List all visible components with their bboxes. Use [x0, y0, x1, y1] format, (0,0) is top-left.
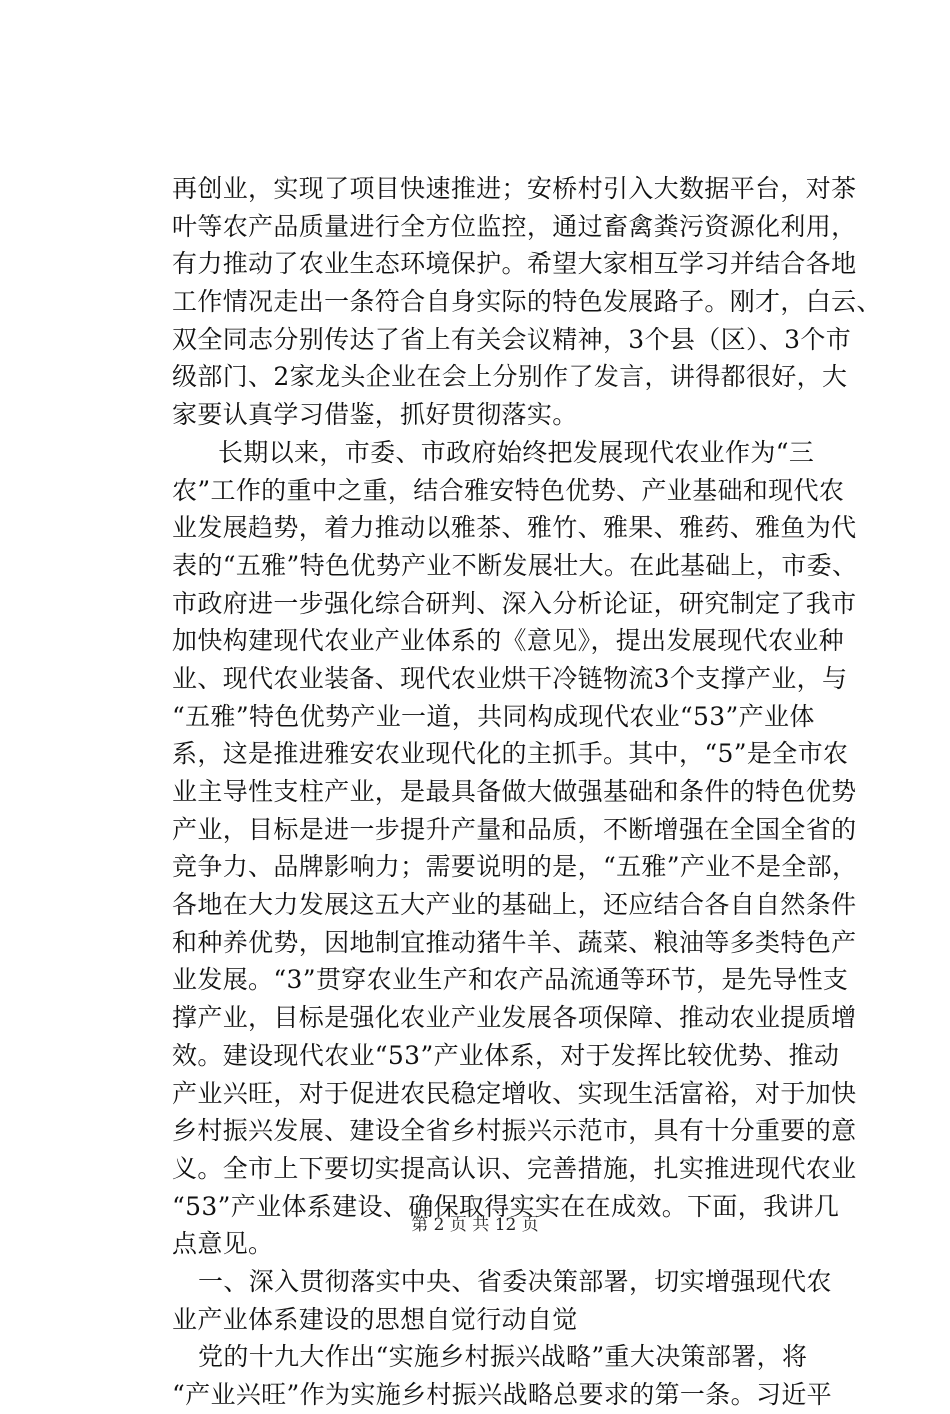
text-line: “五雅”特色优势产业一道，共同构成现代农业“53”产业体 — [172, 701, 815, 731]
text-line: 乡村振兴发展、建设全省乡村振兴示范市，具有十分重要的意 — [172, 1116, 857, 1146]
text-line: 表的“五雅”特色优势产业不断发展壮大。在此基础上，市委、 — [172, 550, 858, 580]
text-line: 家要认真学习借鉴，抓好贯彻落实。 — [172, 400, 578, 430]
text-line: 有力推动了农业生态环境保护。希望大家相互学习并结合各地 — [172, 249, 857, 279]
text-line: 点意见。 — [172, 1229, 274, 1259]
text-line: 竞争力、品牌影响力；需要说明的是，“五雅”产业不是全部， — [172, 852, 858, 882]
text-line: 撑产业，目标是强化农业产业发展各项保障、推动农业提质增 — [172, 1003, 857, 1033]
text-line: 叶等农产品质量进行全方位监控，通过畜禽粪污资源化利用， — [172, 211, 857, 241]
text-line: 业主导性支柱产业，是最具备做大做强基础和条件的特色优势 — [172, 777, 857, 806]
text-line: 加快构建现代农业产业体系的《意见》，提出发展现代农业种 — [172, 626, 844, 656]
text-line: 产业兴旺，对于促进农民稳定增收、实现生活富裕，对于加快 — [172, 1078, 857, 1108]
text-line: 双全同志分别传达了省上有关会议精神，3个县（区）、3个市 — [172, 324, 852, 354]
text-line: 级部门、2家龙头企业在会上分别作了发言，讲得都很好，大 — [172, 362, 848, 392]
text-line: 系，这是推进雅安农业现代化的主抓手。其中，“5”是全市农 — [172, 739, 849, 769]
section-heading-line: 一、深入贯彻落实中央、省委决策部署，切实增强现代农 — [198, 1266, 832, 1296]
text-line: 业发展趋势，着力推动以雅茶、雅竹、雅果、雅药、雅鱼为代 — [172, 513, 857, 543]
text-line: 义。全市上下要切实提高认识、完善措施，扎实推进现代农业 — [172, 1153, 857, 1183]
text-line: “53”产业体系建设、确保取得实实在在成效。下面，我讲几 — [172, 1191, 840, 1221]
text-line: 各地在大力发展这五大产业的基础上，还应结合各自自然条件 — [172, 890, 857, 920]
text-line: 农”工作的重中之重，结合雅安特色优势、产业基础和现代农 — [172, 475, 845, 505]
paragraph-start-line: 长期以来，市委、市政府始终把发展现代农业作为“三 — [218, 437, 815, 467]
text-line: 业发展。“3”贯穿农业生产和农产品流通等环节，是先导性支 — [172, 965, 849, 995]
section-heading-line: 业产业体系建设的思想自觉行动自觉 — [172, 1304, 578, 1334]
paragraph-start-line: 党的十九大作出“实施乡村振兴战略”重大决策部署，将 — [198, 1342, 808, 1372]
text-line: “产业兴旺”作为实施乡村振兴战略总要求的第一条。习近平 — [172, 1380, 833, 1409]
text-line: 工作情况走出一条符合自身实际的特色发展路子。刚才，白云、 — [172, 287, 882, 317]
text-line: 产业，目标是进一步提升产量和品质，不断增强在全国全省的 — [172, 814, 857, 844]
text-line: 和种养优势，因地制宜推动猪牛羊、蔬菜、粮油等多类特色产 — [172, 927, 857, 957]
text-line: 市政府进一步强化综合研判、深入分析论证，研究制定了我市 — [172, 588, 857, 618]
page-number-footer: 第 2 页 共 12 页 — [411, 1215, 539, 1235]
text-line: 业、现代农业装备、现代农业烘干冷链物流3个支撑产业，与 — [172, 663, 848, 693]
text-line: 效。建设现代农业“53”产业体系，对于发挥比较优势、推动 — [172, 1040, 840, 1070]
text-line: 再创业，实现了项目快速推进；安桥村引入大数据平台，对茶 — [172, 174, 857, 203]
